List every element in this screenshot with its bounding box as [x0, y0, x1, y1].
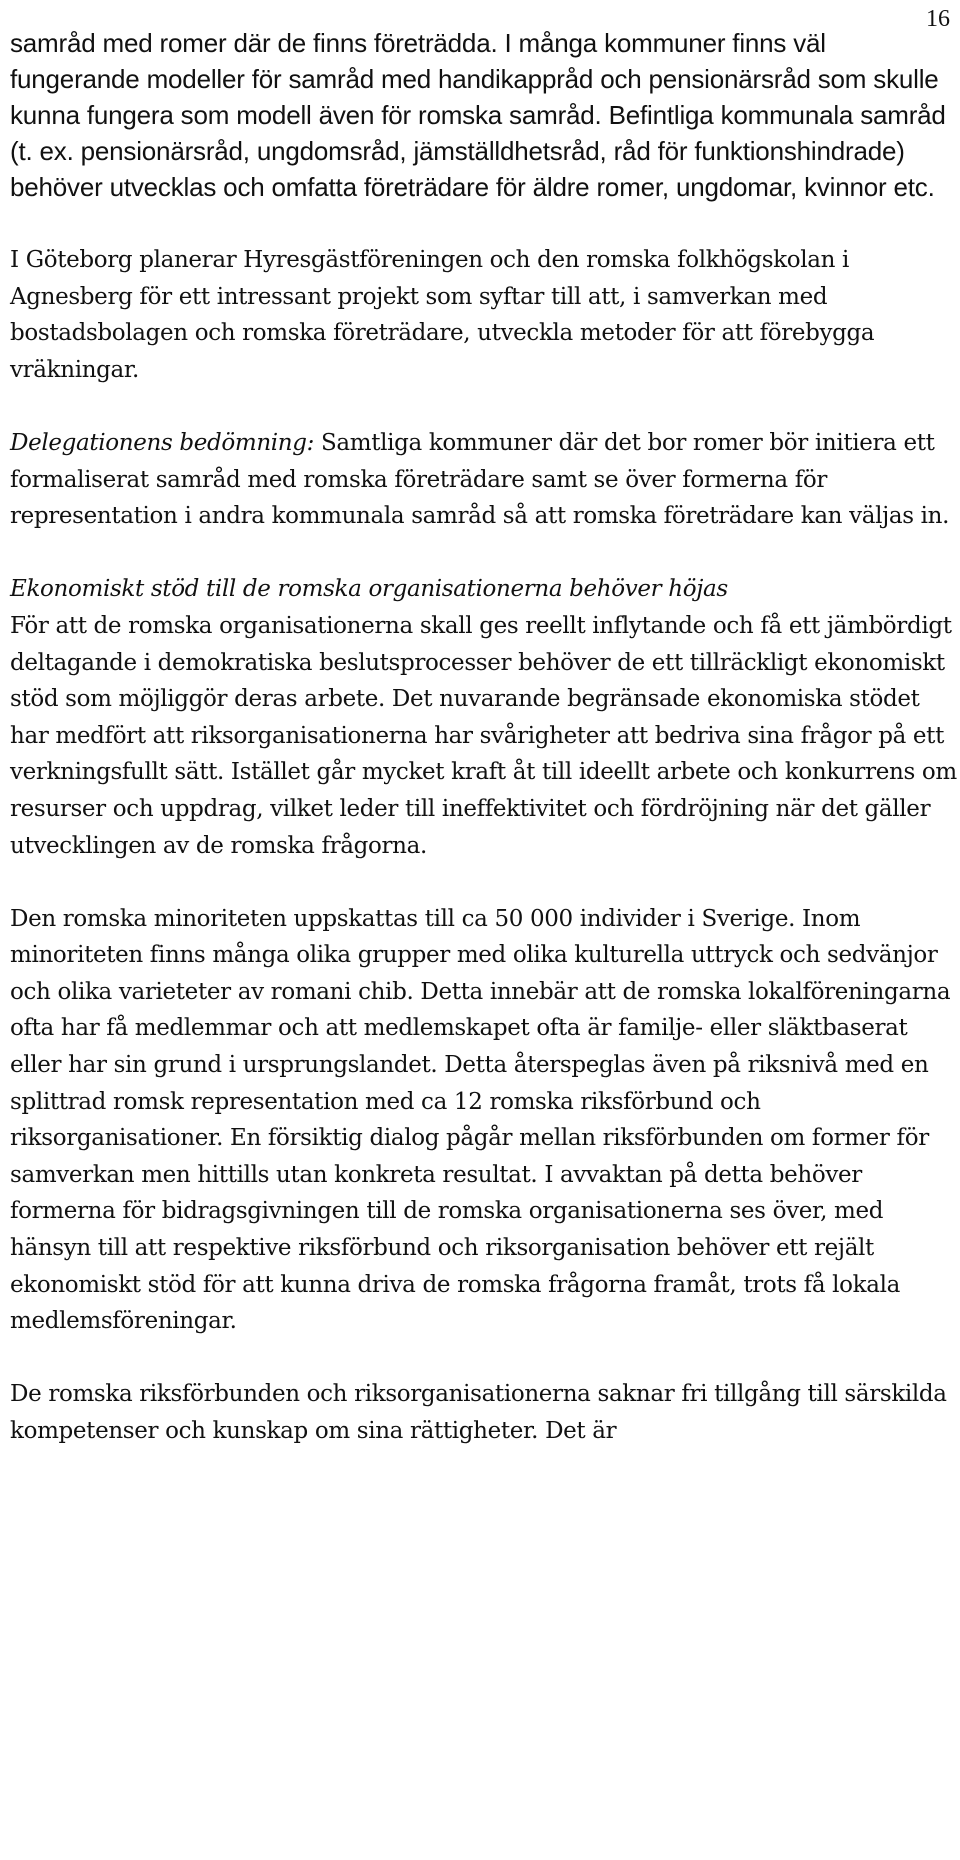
document-body	[10, 25, 958, 1450]
paragraph-spacer	[10, 388, 958, 425]
paragraph-consultation-models: samråd med romer där de finns företrädda. I många kommuner finns väl fungerande modeller för samråd med handikappråd och pensionärsråd som skulle kunna fungera som modell även för romska samråd. Befintliga kommunala samråd (t. ex. pensionärsråd, ungdomsråd, jämställdhetsråd, råd för funktionshindrade) behöver utvecklas och omfatta företrädare för äldre romer, ungdomar, kvinnor etc.	[10, 28, 946, 202]
paragraph-spacer	[10, 1340, 958, 1377]
page-number: 16	[926, 6, 950, 32]
paragraph-spacer	[10, 864, 958, 901]
paragraph-delegation-assessment	[10, 425, 958, 535]
paragraph-spacer	[10, 535, 958, 572]
section-heading-economic-support: Ekonomiskt stöd till de romska organisationerna behöver höjas	[10, 576, 728, 603]
paragraph-roma-minority: Den romska minoriteten uppskattas till ca 50 000 individer i Sverige. Inom minoriteten finns många olika grupper med olika kulturella uttryck och sedvänjor och olika varieteter av romani chib. Detta innebär att de romska lokalföreningarna ofta har få medlemmar och att medlemskapet ofta är familje- eller släktbaserat eller har sin grund i ursprungslandet. Detta återspeglas även på riksnivå med en splittrad romsk representation med ca 12 romska riksförbund och riksorganisationer. En försiktig dialog pågår mellan riksförbunden om former för samverkan men hittills utan konkreta resultat. I avvaktan på detta behöver formerna för bidragsgivningen till de romska organisationerna ses över, med hänsyn till att respektive riksförbund och riksorganisation behöver ett rejält ekonomiskt stöd för att kunna driva de romska frågorna framåt, trots få lokala medlemsföreningar.	[10, 905, 951, 1335]
assessment-label: Delegationens bedömning:	[10, 429, 315, 456]
paragraph-economic-support: För att de romska organisationerna skall ges reellt inflytande och få ett jämbördigt deltagande i demokratiska beslutsprocesser behöver de ett tillräckligt ekonomiskt stöd som möjliggör deras arbete. Det nuvarande begränsade ekonomiska stödet har medfört att riksorganisationerna har svårigheter att bedriva sina frågor på ett verkningsfullt sätt. Istället går mycket kraft åt till ideellt arbete och konkurrens om resurser och uppdrag, vilket leder till ineffektivitet och fördröjning när det gäller utvecklingen av de romska frågorna.	[10, 612, 957, 859]
paragraph-goteborg-project: I Göteborg planerar Hyresgästföreningen och den romska folkhögskolan i Agnesberg för ett intressant projekt som syftar till att, i samverkan med bostadsbolagen och romska företrädare, utveckla metoder för att förebygga vräkningar.	[10, 247, 875, 383]
paragraph-national-associations: De romska riksförbunden och riksorganisationerna saknar fri tillgång till särskilda kompetenser och kunskap om sina rättigheter. Det är	[10, 1381, 947, 1444]
paragraph-spacer	[10, 205, 958, 242]
assessment-text: Samtliga kommuner där det bor romer bör initiera ett formaliserat samråd med romska företrädare samt se över formerna för representation i andra kommunala samråd så att romska företrädare kan väljas in.	[10, 429, 950, 530]
